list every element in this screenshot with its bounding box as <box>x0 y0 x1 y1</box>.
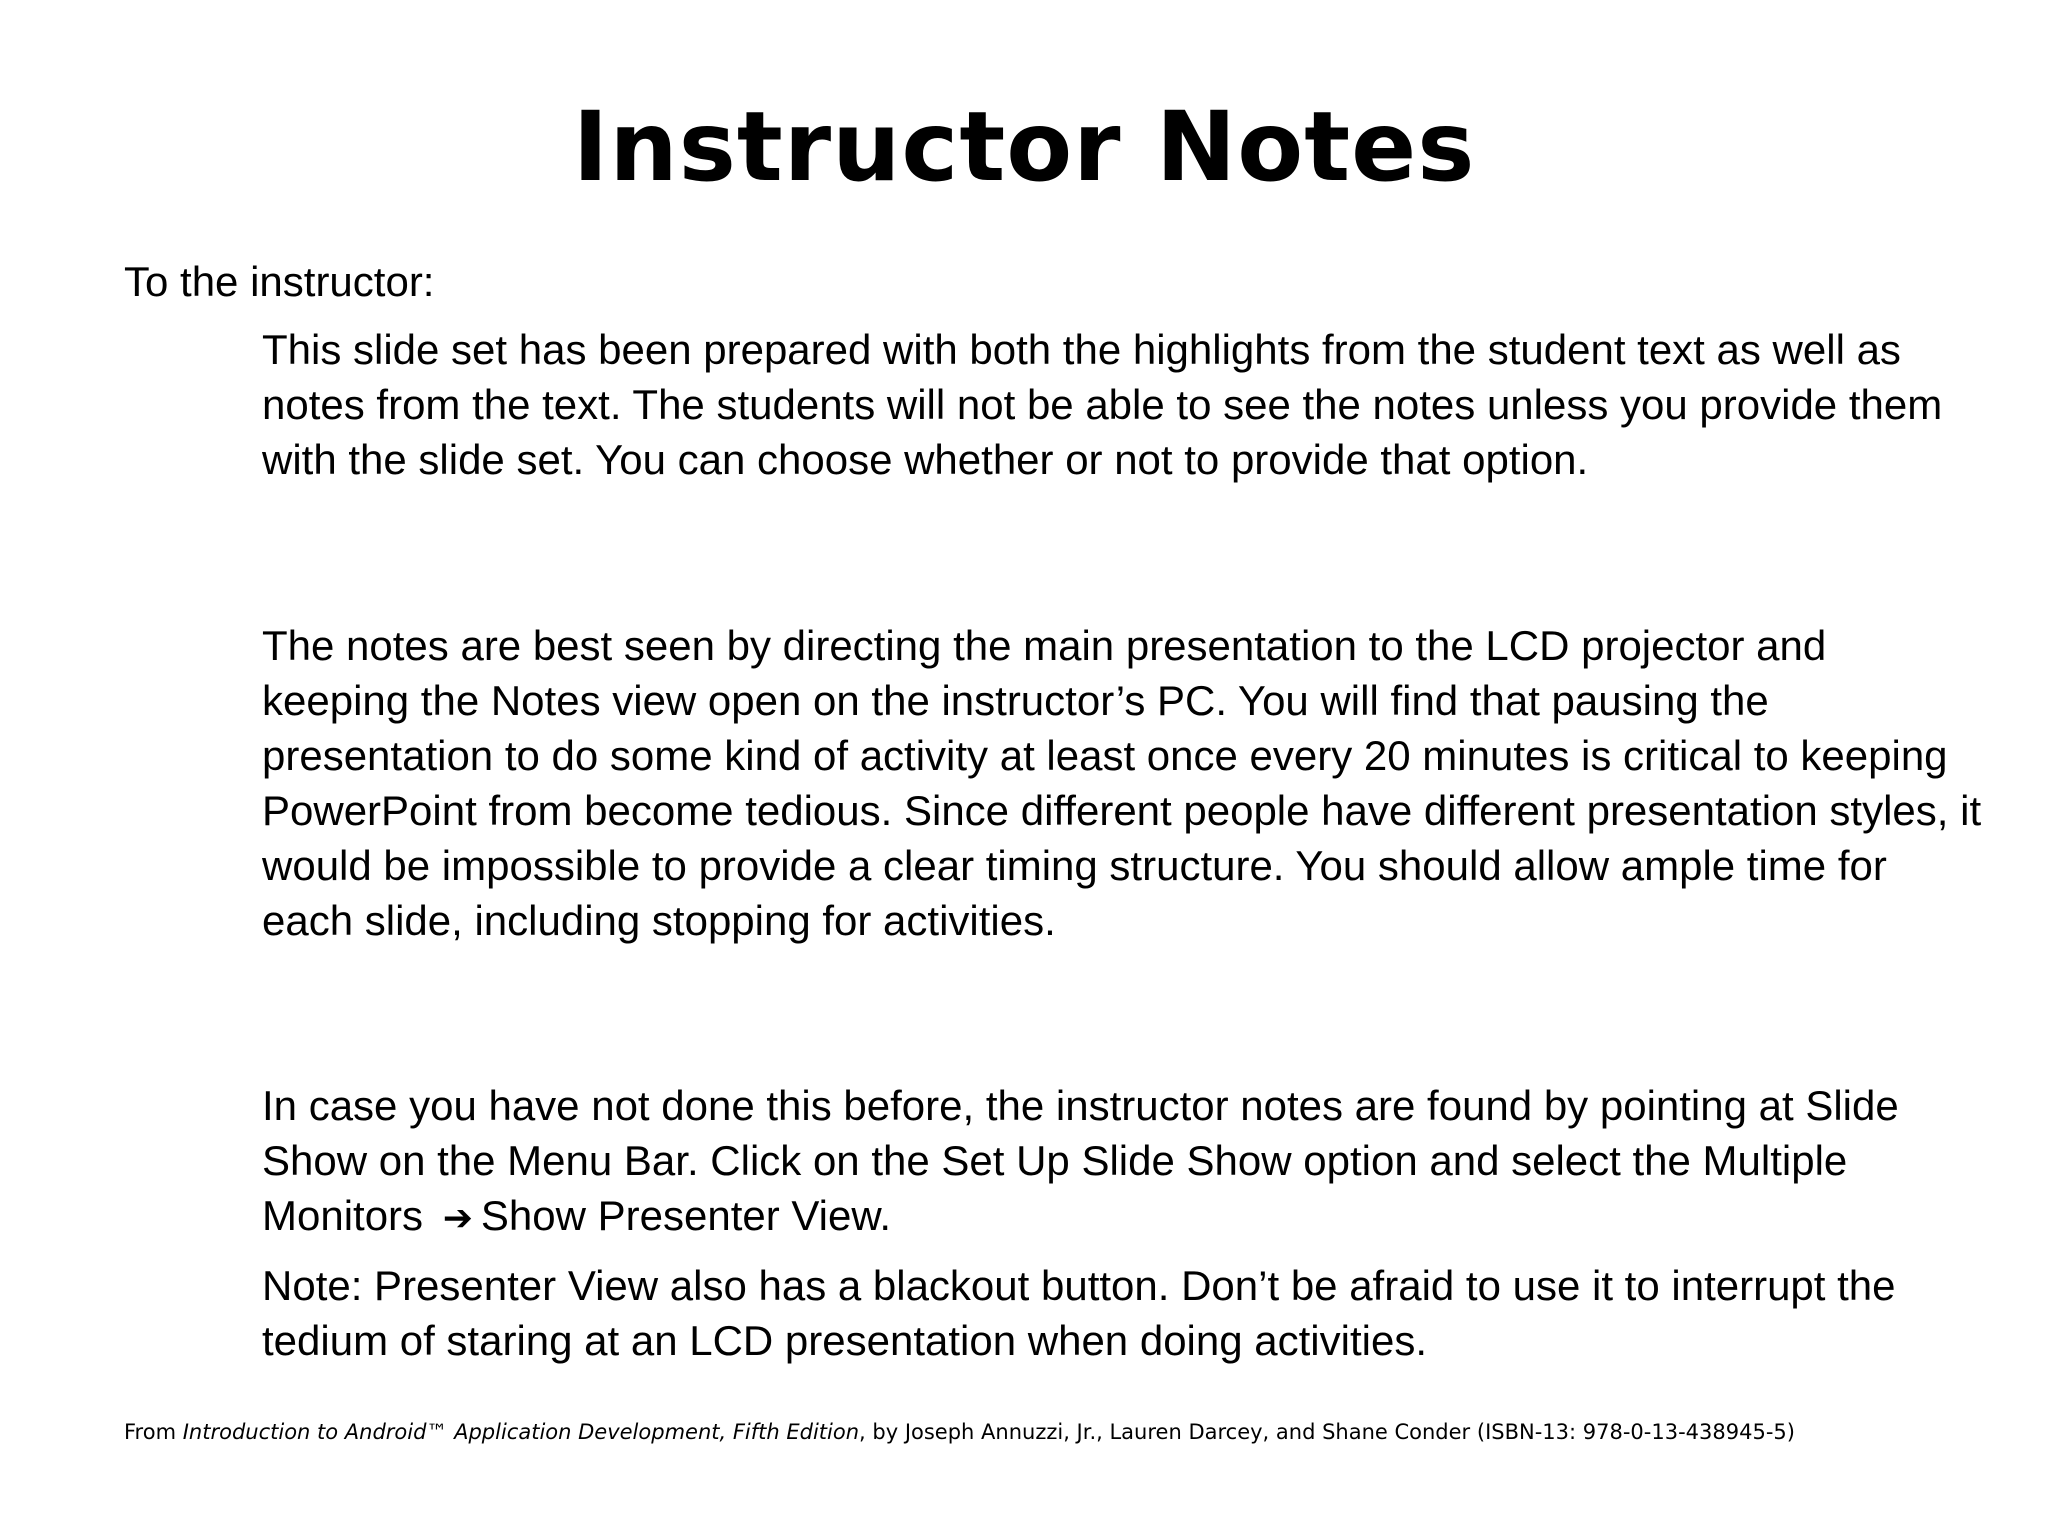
paragraph-slide-set: This slide set has been prepared with both the highlights from the student text as well as notes from the text. The students will not be able to see the notes unless you provide them with the slide set. You can choose whether or not to provide that option. <box>262 326 1943 483</box>
citation-details: , by Joseph Annuzzi, Jr., Lauren Darcey, and Shane Conder (ISBN-13: 978-0-13-438945-5) <box>859 1420 1795 1444</box>
intro-line: To the instructor: <box>124 258 435 305</box>
paragraph-blackout-note: Note: Presenter View also has a blackout button. Don’t be afraid to use it to interrupt the tedium of staring at an LCD presentation when doing activities. <box>262 1262 1896 1364</box>
right-arrow-icon: ➔ <box>442 1198 473 1239</box>
source-citation <box>124 1418 1944 1447</box>
citation-prefix: From <box>124 1420 183 1444</box>
slide-title: Instructor Notes <box>572 91 1476 203</box>
paragraph-presenter-view-instructions <box>262 1078 1982 1246</box>
citation-book-title: Introduction to Android™ Application Development, Fifth Edition <box>182 1420 860 1444</box>
paragraph-presentation-tips: The notes are best seen by directing the main presentation to the LCD projector and keeping the Notes view open on the instructor’s PC. You will find that pausing the presentation to do some kind of activity at least once every 20 minutes is critical to keeping PowerPoint from become tedious. Since different people have different presentation styles, it would be impossible to provide a clear timing structure. You should allow ample time for each slide, including stopping for activities. <box>262 622 1982 944</box>
instructions-target: Show Presenter View. <box>480 1192 892 1239</box>
instructions-text: In case you have not done this before, the instructor notes are found by pointing at Slide Show on the Menu Bar. Click on the Set Up Slide Show option and select the Multiple Monitors <box>262 1082 1899 1239</box>
